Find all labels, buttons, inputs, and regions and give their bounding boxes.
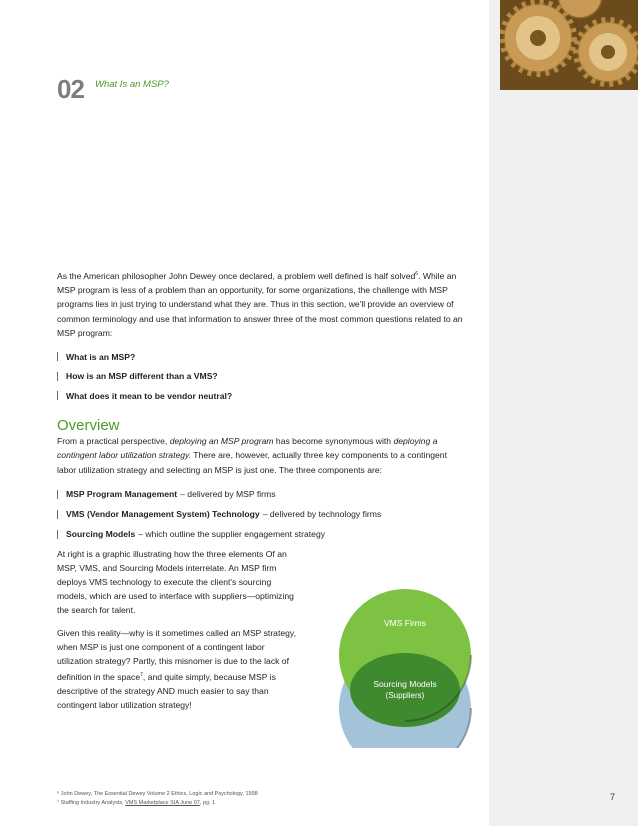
footnotes [57, 790, 258, 808]
section-heading: Overview [57, 417, 120, 434]
component-list [57, 484, 477, 544]
list-item: What is an MSP? [57, 347, 467, 367]
vms-label: VMS Firms [383, 618, 427, 628]
reality-paragraph: Given this reality—why is it sometimes called an MSP strategy, when MSP is just one component of a contingent labor utilization strategy? Partly, this misnomer is due to the lack of definition in the space$^7$, and quite simply, because MSP is descriptive of the strategy AND much easier to say than contingent labor utilization strategy! [57, 628, 296, 710]
list-item: MSP Program Management – delivered by MSP firms [57, 484, 477, 504]
list-item: What does it mean to be vendor neutral? [57, 386, 467, 406]
footnote-link[interactable]: VMS Marketplace SIA June 07 [125, 800, 200, 806]
list-item: Sourcing Models – which outline the supplier engagement strategy [57, 524, 477, 544]
page-number: 7 [610, 792, 616, 802]
intro-paragraph: As the American philosopher John Dewey once declared, a problem well defined is half solved$^6$. While an MSP program is less of a problem than an opportunity, for some organizations, the challenge with MSP programs lies in just trying to understand what they are. Thus in this section, we'll provide an overview of common terminology and use that information to answer three of the most common questions related to an MSP program: [57, 270, 463, 339]
graphic-paragraph: At right is a graphic illustrating how the three elements Of an MSP, VMS, and Sourcing Models interrelate. An MSP firm deploys VMS technology to execute the client's sourcing models, which are used to interface with suppliers—optimizing the search for talent. [57, 549, 294, 615]
list-item: How is an MSP different than a VMS? [57, 367, 467, 387]
list-item: VMS (Vendor Management System) Technology – delivered by technology firms [57, 504, 477, 524]
question-list [57, 347, 467, 406]
page-margin-strip [489, 0, 638, 826]
footnote-7: ⁷ Staffing Industry Analysts, VMS Marketplace SIA June 07, pg. 1 [57, 800, 216, 806]
sourcing-overlap [350, 653, 460, 727]
sourcing-label: Sourcing Models [373, 679, 437, 689]
footnote-6: ⁶ John Dewey, The Essential Dewey Volume 2 Ethics, Logic and Psychology, 1998 [57, 791, 258, 797]
gears-image [500, 0, 638, 90]
suppliers-label: (Suppliers) [385, 691, 425, 700]
overview-paragraph: From a practical perspective, deploying an MSP program has become synonymous with deploying a contingent labor utilization strategy. There are, however, actually three key components to a contingent labor utilization strategy and selecting an MSP is just one. The three components are: [57, 436, 447, 475]
venn-diagram [330, 580, 480, 770]
chapter-title: What Is an MSP? [95, 79, 169, 90]
chapter-number: 02 [57, 74, 84, 104]
